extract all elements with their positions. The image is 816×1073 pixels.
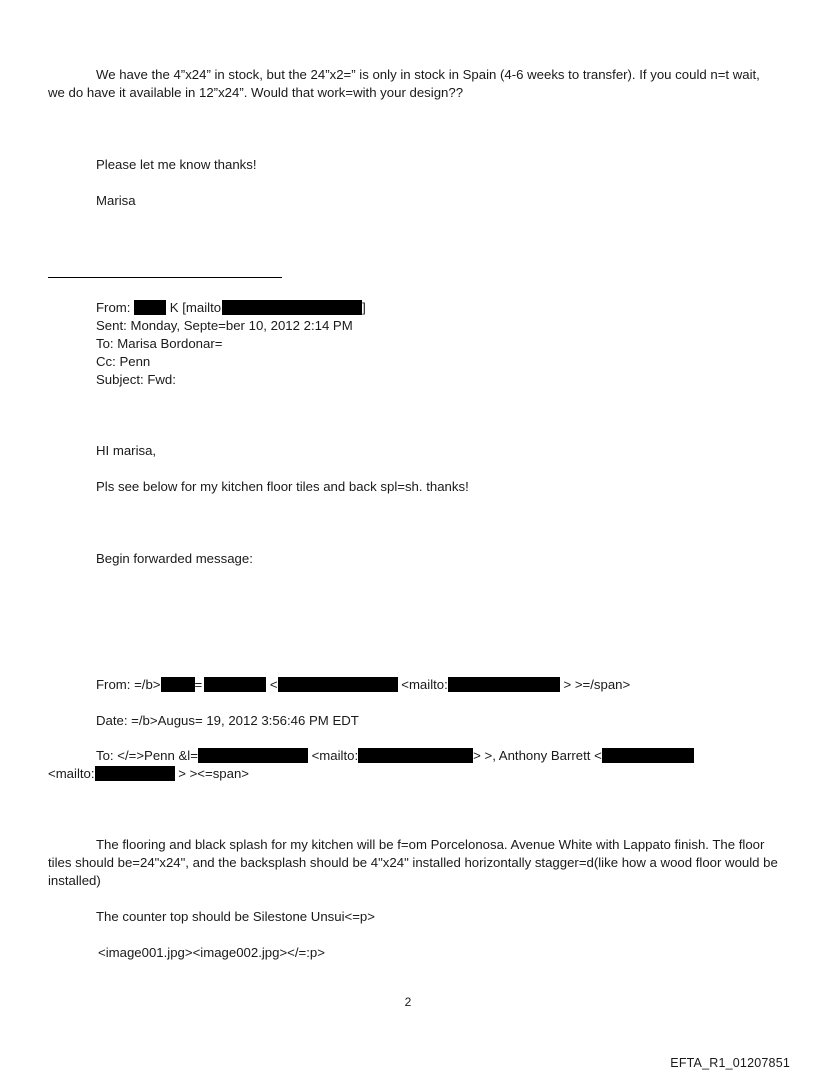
header2-to bbox=[96, 747, 694, 765]
header2-to-end: > ><=span> bbox=[178, 766, 249, 781]
reply-paragraph: We have the 4”x24” in stock, but the 24”x2=” is only in stock in Spain (4-6 weeks to transfer). If you could n=t wait, we do have it available in 12”x24”. Would that work=with your design?? bbox=[48, 67, 760, 100]
header2-to-mid: > >, Anthony Barrett < bbox=[473, 748, 602, 763]
header1-from-close: ] bbox=[362, 300, 366, 315]
header2-to-label: To: </=>Penn &l= bbox=[96, 748, 198, 763]
message1-forwarded: Begin forwarded message: bbox=[96, 551, 253, 566]
redaction-block bbox=[448, 677, 560, 692]
header1-from-name: K [mailto bbox=[169, 300, 222, 315]
header1-subject: Subject: Fwd: bbox=[96, 372, 176, 387]
header1-cc: Cc: Penn bbox=[96, 354, 151, 369]
redaction-block bbox=[161, 677, 195, 692]
redaction-block bbox=[95, 766, 175, 781]
header1-to: To: Marisa Bordonar= bbox=[96, 336, 223, 351]
header1-sent: Sent: Monday, Septe=ber 10, 2012 2:14 PM bbox=[96, 318, 353, 333]
reply-signature: Marisa bbox=[96, 193, 136, 208]
message1-body: Pls see below for my kitchen floor tiles and back spl=sh. thanks! bbox=[96, 479, 469, 494]
header2-from-eq: = bbox=[194, 677, 203, 692]
redaction-block bbox=[134, 300, 166, 315]
redaction-block bbox=[204, 677, 266, 692]
header2-to-mailto: <mailto: bbox=[311, 748, 359, 763]
redaction-block bbox=[222, 300, 362, 315]
header2-from-label: From: =/b> bbox=[96, 677, 161, 692]
separator-line bbox=[48, 277, 282, 278]
header1-from-label: From: bbox=[96, 300, 131, 315]
header2-from-lt: < bbox=[269, 677, 278, 692]
redaction-block bbox=[278, 677, 398, 692]
page-number: 2 bbox=[404, 995, 412, 1009]
reply-thanks: Please let me know thanks! bbox=[96, 157, 257, 172]
bates-number: EFTA_R1_01207851 bbox=[670, 1056, 790, 1070]
redaction-block bbox=[602, 748, 694, 763]
redaction-block bbox=[198, 748, 308, 763]
header2-date: Date: =/b>Augus= 19, 2012 3:56:46 PM EDT bbox=[96, 713, 359, 728]
message2-body: The flooring and black splash for my kitchen will be f=om Porcelonosa. Avenue White with Lappato finish. The floor tiles should be=24"x24", and the backsplash should be 4"x24" installed horizontally stagger=d(like how a wood floor would be installed) bbox=[48, 837, 778, 888]
header2-to-mailto2: <mailto: bbox=[48, 766, 95, 781]
header1-from bbox=[96, 299, 366, 317]
header2-from bbox=[96, 676, 630, 694]
header2-to-continued bbox=[48, 765, 249, 783]
message1-greeting: HI marisa, bbox=[96, 443, 157, 458]
message2-images: <image001.jpg><image002.jpg></=:p> bbox=[98, 945, 325, 960]
header2-from-end: > >=/span> bbox=[563, 677, 631, 692]
redaction-block bbox=[358, 748, 473, 763]
header2-from-mailto: <mailto: bbox=[401, 677, 448, 692]
message2-counter: The counter top should be Silestone Unsui<=p> bbox=[96, 909, 375, 924]
